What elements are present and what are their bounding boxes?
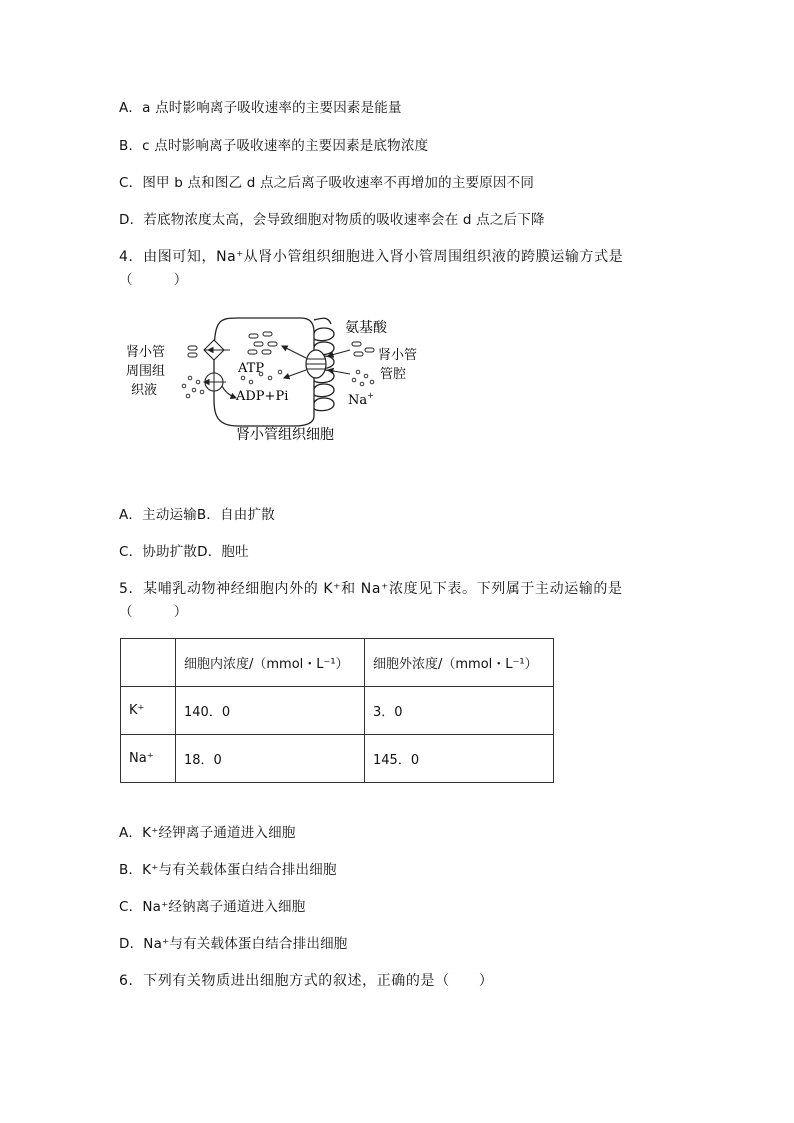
q4-options-cd: C．协助扩散D．胞吐: [119, 544, 249, 560]
q4-options-ab: A．主动运输B．自由扩散: [119, 507, 275, 523]
table-header-row: [121, 639, 554, 687]
label-fluid-2: 周围组: [126, 364, 166, 379]
right-cotransporter: [306, 350, 326, 378]
table-cell-ion: K⁺: [121, 687, 176, 735]
label-lumen-2: 管腔: [380, 367, 407, 382]
label-fluid-3: 织液: [131, 383, 158, 398]
label-sodium-sup: +: [367, 391, 374, 400]
q5-paren: （ ）: [119, 604, 188, 620]
label-adp-pi: ADP+Pi: [236, 389, 289, 404]
label-lumen-1: 肾小管: [378, 348, 418, 363]
q5-option-a: A．K⁺经钾离子通道进入细胞: [119, 825, 296, 841]
table-header-outside: 细胞外浓度/（mmol・L⁻¹）: [365, 639, 554, 687]
q5-option-d: D．Na⁺与有关载体蛋白结合排出细胞: [119, 936, 348, 952]
q3-option-b: B．c 点时影响离子吸收速率的主要因素是底物浓度: [119, 138, 429, 154]
q4-stem-post: 从肾小管组织细胞进入肾小管周围组织液的跨膜运输方式是: [243, 249, 624, 265]
table-row: [121, 687, 554, 735]
table-cell-inside: 140．0: [176, 687, 365, 735]
q6-stem: 6．下列有关物质进出细胞方式的叙述，正确的是（ ）: [119, 973, 494, 989]
label-amino-acid: 氨基酸: [345, 320, 387, 336]
table-row: [121, 735, 554, 783]
label-tubule-cell: 肾小管组织细胞: [236, 427, 334, 443]
label-fluid-1: 肾小管: [126, 345, 166, 360]
label-sodium: [348, 391, 374, 408]
ion-concentration-table: [120, 638, 554, 783]
table-cell-ion: Na⁺: [121, 735, 176, 783]
q4-stem-sup: +: [236, 249, 244, 258]
label-atp: ATP: [238, 361, 265, 376]
table-header-inside: 细胞内浓度/（mmol・L⁻¹）: [176, 639, 365, 687]
q3-option-c: C．图甲 b 点和图乙 d 点之后离子吸收速率不再增加的主要原因不同: [119, 175, 535, 191]
table-cell-outside: 145．0: [365, 735, 554, 783]
table-cell-outside: 3．0: [365, 687, 554, 735]
label-sodium-text: Na: [348, 393, 368, 408]
table-header-empty: [121, 639, 176, 687]
q5-option-c: C．Na⁺经钠离子通道进入细胞: [119, 899, 306, 915]
q4-stem: [119, 247, 623, 267]
q5-option-b: B．K⁺与有关载体蛋白结合排出细胞: [119, 862, 337, 878]
q3-option-d: D．若底物浓度太高，会导致细胞对物质的吸收速率会在 d 点之后下降: [119, 212, 545, 228]
q3-option-a: A．a 点时影响离子吸收速率的主要因素是能量: [119, 100, 402, 116]
q4-paren: （ ）: [119, 272, 188, 288]
kidney-tubule-diagram: [118, 312, 438, 452]
table-cell-inside: 18．0: [176, 735, 365, 783]
q4-stem-pre: 4．由图可知，Na: [119, 249, 237, 265]
q5-stem: 5．某哺乳动物神经细胞内外的 K⁺和 Na⁺浓度见下表。下列属于主动运输的是: [119, 581, 623, 597]
